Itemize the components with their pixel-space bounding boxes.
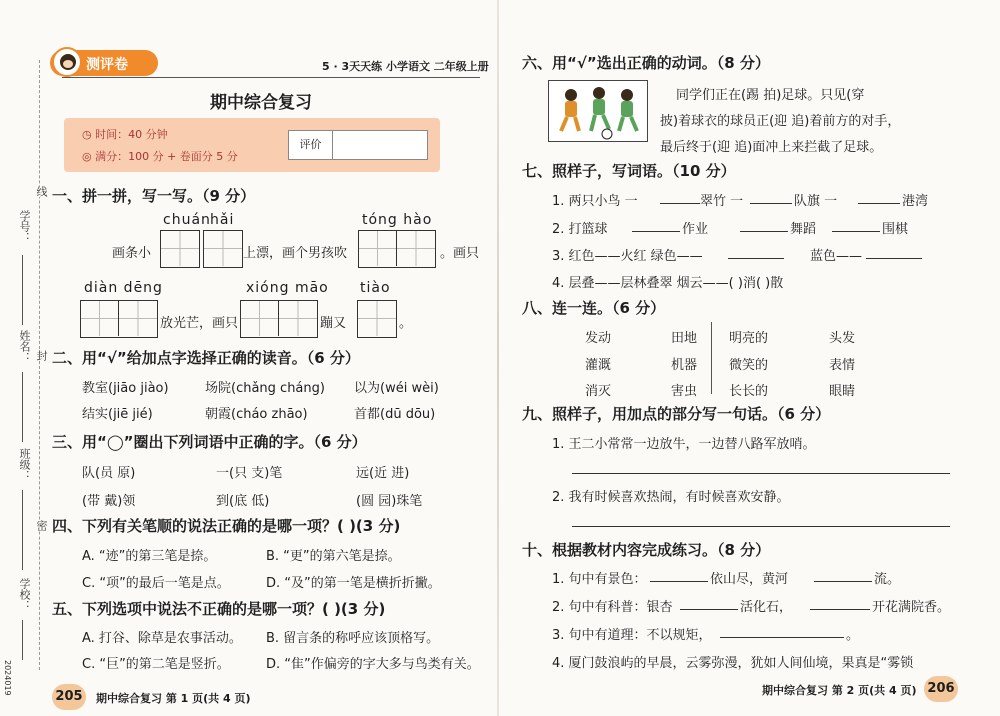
q10-l2c: 开花满院香。 xyxy=(872,600,951,615)
q1-pinyin-3: tóng hào xyxy=(362,212,433,228)
q8-c4-1[interactable]: 头发 xyxy=(829,331,856,346)
q7-blank-6[interactable] xyxy=(832,220,880,232)
q2-title: 二、用“√”给加点字选择正确的读音。（6 分） xyxy=(52,349,360,367)
header-rule xyxy=(62,77,480,78)
q10-l2b: 活化石， xyxy=(740,600,793,615)
q1-box-4[interactable] xyxy=(80,300,158,338)
q7-l1a: 1. 两只小鸟 一 xyxy=(552,194,638,209)
q4-option-d[interactable]: D. “及”的第一笔是横折折撇。 xyxy=(266,576,441,591)
q3-item-1[interactable]: 队(员 原) xyxy=(82,466,136,481)
seal-dashed-line xyxy=(39,60,40,670)
q10-blank-5[interactable] xyxy=(720,626,844,638)
q10-l2a: 2. 句中有科普：银杏 xyxy=(552,600,673,615)
q1-box-3[interactable] xyxy=(358,230,436,268)
q3-item-2[interactable]: 一(只 支)笔 xyxy=(216,466,283,481)
class-line xyxy=(22,490,23,570)
seal-char-feng: 封 xyxy=(35,350,48,361)
q3-item-6[interactable]: (圆 园)珠笔 xyxy=(356,494,423,509)
q6-title: 六、用“√”选出正确的动词。（8 分） xyxy=(522,54,770,72)
school-label: 学校： xyxy=(18,578,31,611)
q10-blank-3[interactable] xyxy=(680,598,738,610)
q7-blank-5[interactable] xyxy=(740,220,788,232)
q8-c1-3[interactable]: 消灭 xyxy=(585,384,612,399)
q2-item-4[interactable]: 结实(jiē jié) xyxy=(82,407,153,422)
logo-badge xyxy=(50,50,158,76)
q9-answer-line-2[interactable] xyxy=(572,526,950,527)
q10-l4: 4. 厦门鼓浪屿的早晨，云雾弥漫，犹如人间仙境，果真是“雾锁 xyxy=(552,656,914,671)
q4-option-c[interactable]: C. “项”的最后一笔是点。 xyxy=(82,576,230,591)
q5-option-a[interactable]: A. 打谷、除草是农事活动。 xyxy=(82,631,242,646)
q8-c1-1[interactable]: 发动 xyxy=(585,331,612,346)
q9-answer-line-1[interactable] xyxy=(572,473,950,474)
q1-box-2[interactable] xyxy=(203,230,243,268)
time-info: ◷ 时间：40 分钟 xyxy=(82,128,168,141)
q7-l2a: 2. 打篮球 xyxy=(552,222,608,237)
q7-blank-1[interactable] xyxy=(660,192,700,204)
mascot-icon xyxy=(52,47,82,77)
q1-pinyin-4: diàn dēng xyxy=(84,280,163,296)
q5-title: 五、下列选项中说法不正确的是哪一项？( )(3 分) xyxy=(52,600,386,618)
q4-option-a[interactable]: A. “迹”的第三笔是捺。 xyxy=(82,549,217,564)
q8-c4-2[interactable]: 表情 xyxy=(829,358,856,373)
page-fold xyxy=(497,0,499,716)
logo-text: 测评卷 xyxy=(86,57,128,73)
q1-pinyin-1: chuán xyxy=(163,212,211,228)
binding-margin xyxy=(0,0,34,716)
q5-option-b[interactable]: B. 留言条的称呼应该顶格写。 xyxy=(266,631,440,646)
q8-c1-2[interactable]: 灌溉 xyxy=(585,358,612,373)
code-text: 2024019 xyxy=(3,660,12,696)
q10-title: 十、根据教材内容完成练习。（8 分） xyxy=(522,541,771,559)
seal-char-xian: 线 xyxy=(35,186,48,197)
q7-l1b: 翠竹 一 xyxy=(700,194,744,209)
q7-l3a: 3. 红色——火红 绿色—— xyxy=(552,249,703,264)
q9-title: 九、照样子，用加点的部分写一句话。（6 分） xyxy=(522,405,831,423)
page-number-right: 206 xyxy=(924,676,958,702)
q8-c3-1[interactable]: 明亮的 xyxy=(729,331,769,346)
q2-item-2[interactable]: 场院(chǎng cháng) xyxy=(205,381,325,396)
q9-sentence-2: 2. 我有时候喜欢热闹，有时候喜欢安静。 xyxy=(552,490,790,505)
q10-blank-1[interactable] xyxy=(650,570,708,582)
q6-line-2: 披)着球衣的球员正(迎 追)着前方的对手， xyxy=(660,114,901,129)
q1-pinyin-5: xióng māo xyxy=(246,280,329,296)
q3-item-3[interactable]: 远(近 进) xyxy=(356,466,410,481)
footer-right: 期中综合复习 第 2 页(共 4 页) xyxy=(762,684,917,697)
footer-left: 期中综合复习 第 1 页(共 4 页) xyxy=(96,692,251,705)
q7-l1c: 队旗 一 xyxy=(794,194,838,209)
q2-item-1[interactable]: 教室(jiāo jiào) xyxy=(82,381,169,396)
q1-text-2: 上漂，画个男孩吹 xyxy=(243,246,348,261)
book-header: 5 · 3天天练 小学语文 二年级上册 xyxy=(322,60,489,73)
q1-box-1[interactable] xyxy=(160,230,200,268)
q5-option-c[interactable]: C. “巨”的第二笔是竖折。 xyxy=(82,657,230,672)
q7-title: 七、照样子，写词语。（10 分） xyxy=(522,162,736,180)
q1-text-1: 画条小 xyxy=(112,246,152,261)
q9-sentence-1: 1. 王二小常常一边放牛，一边替八路军放哨。 xyxy=(552,437,816,452)
class-label: 班级： xyxy=(18,448,31,481)
evaluation-box xyxy=(288,130,428,160)
q8-c3-3[interactable]: 长长的 xyxy=(729,384,769,399)
q1-text-5: 蹦又 xyxy=(320,316,347,331)
q6-line-3: 最后终于(迎 追)面冲上来拦截了足球。 xyxy=(660,140,883,155)
q10-l1b: 依山尽，黄河 xyxy=(710,572,789,587)
page-number-left: 205 xyxy=(52,684,86,710)
q7-blank-8[interactable] xyxy=(866,247,922,259)
q3-item-4[interactable]: (带 戴)领 xyxy=(82,494,136,509)
q7-blank-3[interactable] xyxy=(858,192,900,204)
q10-l3b: 。 xyxy=(846,628,860,643)
student-id-line xyxy=(22,255,23,325)
q7-blank-4[interactable] xyxy=(632,220,680,232)
info-banner xyxy=(64,118,440,172)
q2-item-6[interactable]: 首都(dū dōu) xyxy=(354,407,436,422)
q2-item-3[interactable]: 以为(wéi wèi) xyxy=(354,381,439,396)
q6-line-1: 同学们正在(踢 拍)足球。只见(穿 xyxy=(676,88,865,103)
q8-c2-3[interactable]: 害虫 xyxy=(671,384,698,399)
q4-option-b[interactable]: B. “更”的第六笔是捺。 xyxy=(266,549,401,564)
q7-l4: 4. 层叠——层林叠翠 烟云——( )消( )散 xyxy=(552,276,784,291)
q3-title: 三、用“◯”圈出下列词语中正确的字。（6 分） xyxy=(52,433,367,451)
seal-char-mi: 密 xyxy=(35,520,48,531)
q1-pinyin-6: tiào xyxy=(360,280,391,296)
q10-l1c: 流。 xyxy=(874,572,901,587)
soccer-illustration xyxy=(548,80,648,142)
q7-l2b: 作业 xyxy=(682,222,709,237)
q7-blank-2[interactable] xyxy=(750,192,792,204)
name-label: 姓名： xyxy=(18,330,31,363)
q1-text-3: 。画只 xyxy=(440,246,480,261)
q7-l2c: 舞蹈 xyxy=(790,222,817,237)
q8-c2-2[interactable]: 机器 xyxy=(671,358,698,373)
q10-l1a: 1. 句中有景色： xyxy=(552,572,647,587)
q1-box-6[interactable] xyxy=(357,300,397,338)
q7-l1d: 港湾 xyxy=(902,194,929,209)
q2-item-5[interactable]: 朝霞(cháo zhāo) xyxy=(205,407,308,422)
q1-text-6: 。 xyxy=(399,316,413,331)
q8-c2-1[interactable]: 田地 xyxy=(671,331,698,346)
q10-l3a: 3. 句中有道理：不以规矩， xyxy=(552,628,712,643)
q3-item-5[interactable]: 到(底 低) xyxy=(216,494,270,509)
student-id-label: 学号： xyxy=(18,210,31,243)
clock-icon: ◷ xyxy=(82,128,96,141)
q1-pinyin-2: hǎi xyxy=(210,212,235,228)
q1-text-4: 放光芒，画只 xyxy=(160,316,239,331)
q5-option-d[interactable]: D. “隹”作偏旁的字大多与鸟类有关。 xyxy=(266,657,480,672)
q8-c3-2[interactable]: 微笑的 xyxy=(729,358,769,373)
soccer-players-icon xyxy=(549,81,649,143)
q1-title: 一、拼一拼，写一写。（9 分） xyxy=(52,187,256,205)
q8-c4-3[interactable]: 眼睛 xyxy=(829,384,856,399)
q1-box-5[interactable] xyxy=(240,300,318,338)
q7-blank-7[interactable] xyxy=(728,247,784,259)
q7-l2d: 围棋 xyxy=(882,222,909,237)
q7-l3b: 蓝色—— xyxy=(810,249,863,264)
q8-divider xyxy=(711,322,712,394)
q10-blank-2[interactable] xyxy=(814,570,872,582)
q4-title: 四、下列有关笔顺的说法正确的是哪一项？( )(3 分) xyxy=(52,517,401,535)
q8-title: 八、连一连。（6 分） xyxy=(522,299,666,317)
score-info: ◎ 满分：100 分 + 卷面分 5 分 xyxy=(82,150,238,163)
q10-blank-4[interactable] xyxy=(810,598,870,610)
school-line xyxy=(22,620,23,660)
evaluation-label: 评价 xyxy=(289,131,333,159)
page-title: 期中综合复习 xyxy=(210,93,312,113)
name-line xyxy=(22,372,23,442)
check-circle-icon: ◎ xyxy=(82,150,96,163)
